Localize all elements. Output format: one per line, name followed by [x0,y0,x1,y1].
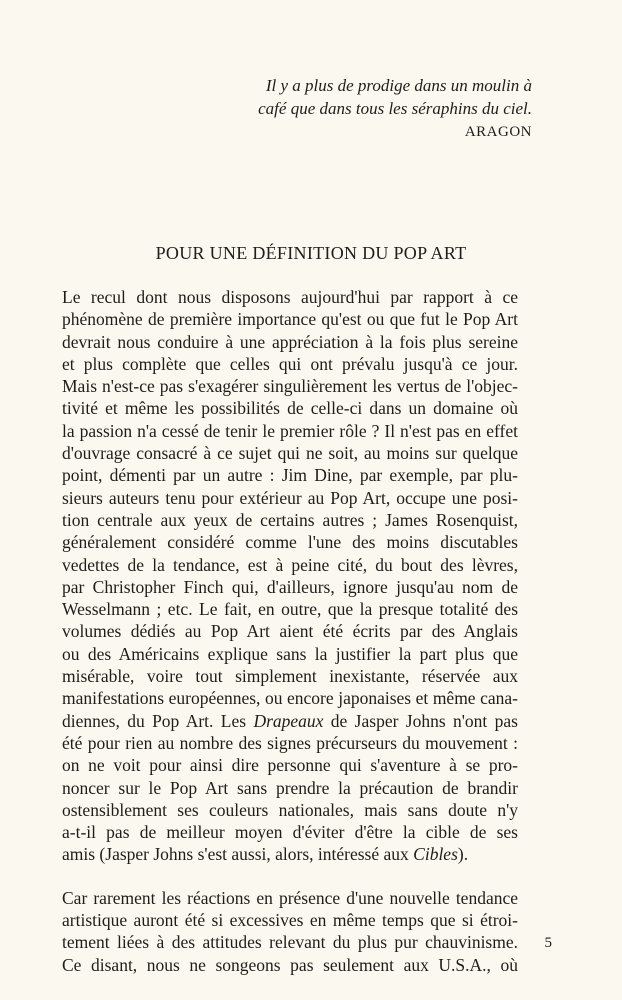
text-line: vedettes de la tendance, est à peine cité, du bout des lèvres, [62,554,518,575]
artwork-title-drapeaux: Drapeaux [253,710,324,731]
text-line [62,843,518,865]
text-line: et plus complète que celles qui ont prévalu jusqu'à ce jour. [62,353,518,374]
text-line: été pour rien au nombre des signes précurseurs du mouvement : [62,732,518,753]
chapter-title: POUR UNE DÉFINITION DU POP ART [155,243,467,263]
text-line: a-t-il pas de meilleur moyen d'éviter d'être la cible de ses [62,822,518,843]
artwork-title-cibles: Cibles [413,844,458,865]
text-line: Mais n'est-ce pas s'exagérer singulièrement les vertus de l'objec- [62,376,518,397]
text-segment: amis (Jasper Johns s'est aussi, alors, intéressé aux [62,844,414,865]
text-line: Le recul dont nous disposons aujourd'hui par rapport à ce [62,287,518,307]
text-line: devrait nous conduire à une appréciation à la fois plus sereine [62,331,518,352]
epigraph-line: café que dans tous les séraphins du ciel. [258,99,532,118]
text-line: Car rarement les réactions en présence d'une nouvelle tendance [62,887,518,908]
text-segment: de Jasper Johns n'ont pas [323,710,518,731]
text-line: manifestations européennes, ou encore japonaises et même cana- [62,688,518,709]
text-line: d'ouvrage consacré à ce sujet qui ne soit, au moins sur quelque [62,443,518,464]
text-line [62,710,518,732]
text-line: la passion n'a cessé de tenir le premier rôle ? Il n'est pas en effet [62,420,518,441]
text-line: généralement considéré comme l'une des moins discutables [62,532,518,553]
text-line: artistique auront été si excessives en même temps que si étroi- [62,910,518,931]
text-line: misérable, voire tout simplement inexistante, réservée aux [62,666,518,687]
text-line: sieurs auteurs tenu pour extérieur au Pop Art, occupe une posi- [62,487,518,508]
text-line: point, démenti par un autre : Jim Dine, par exemple, par plu- [62,465,518,486]
text-segment: ). [457,844,469,865]
text-line: tivité et même les possibilités de celle-ci dans un domaine où [62,398,518,419]
text-line: ou des Américains explique sans la justifier la part plus que [62,643,518,664]
text-line: noncer sur le Pop Art sans prendre la précaution de brandir [62,777,518,798]
text-line: Wesselmann ; etc. Le fait, en outre, que la presque totalité des [62,599,518,620]
body-text [62,286,518,976]
text-line: Ce disant, nous ne songeons pas seulement aux U.S.A., où [62,954,518,975]
epigraph-author: ARAGON [464,124,532,140]
text-line: ostensiblement ses couleurs nationales, mais sans doute n'y [62,799,518,820]
text-segment: diennes, du Pop Art. Les [62,710,254,731]
text-line: phénomène de première importance qu'est ou que fut le Pop Art [62,309,518,330]
text-line: tion centrale aux yeux de certains autres ; James Rosenquist, [62,509,518,530]
text-line: par Christopher Finch qui, d'ailleurs, ignore jusqu'au nom de [62,576,518,597]
text-line: on ne voit pour ainsi dire personne qui s'aventure à se pro- [62,755,518,776]
text-line: volumes dédiés au Pop Art aient été écrits par des Anglais [62,621,518,642]
epigraph [202,74,532,144]
page-number: 5 [544,935,552,951]
text-line: tement liées à des attitudes relevant du plus pur chauvinisme. [62,932,518,953]
epigraph-line: Il y a plus de prodige dans un moulin à [265,76,532,95]
